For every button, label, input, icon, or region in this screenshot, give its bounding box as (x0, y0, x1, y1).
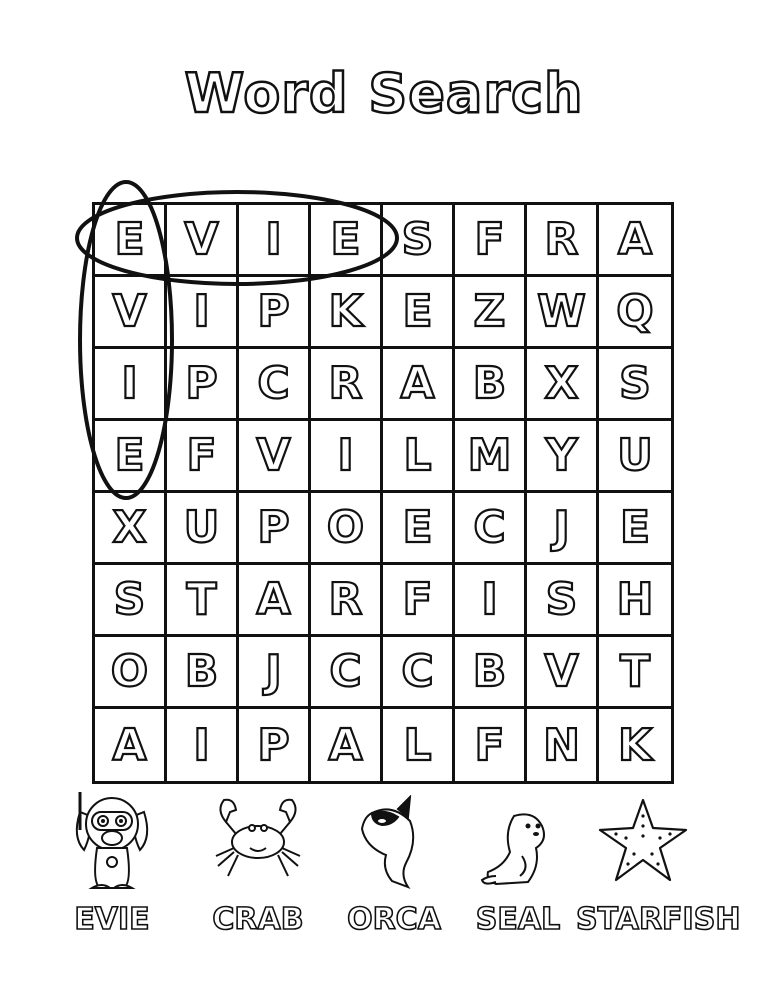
grid-cell: T (599, 637, 671, 709)
grid-cell: L (383, 709, 455, 781)
grid-cell: S (599, 349, 671, 421)
grid-cell: K (311, 277, 383, 349)
grid-cell: U (167, 493, 239, 565)
grid-cell: R (527, 205, 599, 277)
page-title: Word Search (184, 62, 584, 125)
grid-cell: Z (455, 277, 527, 349)
grid-cell: V (239, 421, 311, 493)
grid-cell: J (239, 637, 311, 709)
grid-cell: L (383, 421, 455, 493)
grid-cell: H (599, 565, 671, 637)
grid-cell: A (599, 205, 671, 277)
word-label-starfish: STARFISH (576, 902, 741, 937)
grid-cell: P (167, 349, 239, 421)
grid-cell: B (455, 349, 527, 421)
grid-cell: E (311, 205, 383, 277)
grid-cell: F (167, 421, 239, 493)
grid-cell: E (95, 421, 167, 493)
grid-cell: U (599, 421, 671, 493)
grid-cell: A (383, 349, 455, 421)
grid-cell: K (617, 719, 653, 771)
grid-cell: R (311, 349, 383, 421)
grid-cell: A (95, 709, 167, 781)
grid-cell: O (311, 493, 383, 565)
grid-cell: C (311, 637, 383, 709)
grid-cell: C (455, 493, 527, 565)
word-label-orca: ORCA (347, 902, 441, 937)
grid-cell: E (95, 205, 167, 277)
grid-cell: S (383, 205, 455, 277)
grid-cell: M (455, 421, 527, 493)
grid-cell: I (95, 349, 167, 421)
grid-cell: C (383, 637, 455, 709)
seal-icon (478, 796, 558, 892)
letter-grid (92, 202, 674, 784)
grid-cell: J (527, 493, 599, 565)
grid-cell: P (239, 709, 311, 781)
grid-cell: I (167, 709, 239, 781)
grid-cell: X (95, 493, 167, 565)
grid-cell: P (239, 493, 311, 565)
grid-cell: I (311, 421, 383, 493)
word-label-evie: EVIE (74, 902, 150, 937)
grid-cell: E (383, 493, 455, 565)
grid-cell: B (455, 637, 527, 709)
grid-cell: I (167, 277, 239, 349)
grid-cell: V (167, 205, 239, 277)
grid-cell: T (167, 565, 239, 637)
grid-cell: R (311, 565, 383, 637)
grid-cell: A (239, 565, 311, 637)
crab-icon (208, 792, 308, 884)
grid-cell: P (239, 277, 311, 349)
grid-cell: E (599, 493, 671, 565)
grid-cell: F (455, 709, 527, 781)
grid-cell: N (527, 709, 599, 781)
grid-cell: B (167, 637, 239, 709)
grid-cell: W (527, 277, 599, 349)
starfish-icon (596, 796, 690, 884)
word-label-seal: SEAL (475, 902, 561, 937)
grid-cell: Y (527, 421, 599, 493)
orca-icon (352, 795, 432, 893)
grid-cell: S (95, 565, 167, 637)
grid-cell: I (455, 565, 527, 637)
grid-cell: C (239, 349, 311, 421)
grid-cell: A (311, 709, 383, 781)
grid-cell: Q (599, 277, 671, 349)
grid-cell: F (383, 565, 455, 637)
grid-cell: V (95, 277, 167, 349)
dog-snorkel-icon (62, 782, 162, 894)
grid-cell: X (527, 349, 599, 421)
grid-cell: I (239, 205, 311, 277)
grid-cell: F (455, 205, 527, 277)
grid-cell: S (527, 565, 599, 637)
grid-cell: E (383, 277, 455, 349)
grid-cell: V (527, 637, 599, 709)
grid-cell: O (95, 637, 167, 709)
word-label-crab: CRAB (212, 902, 304, 937)
